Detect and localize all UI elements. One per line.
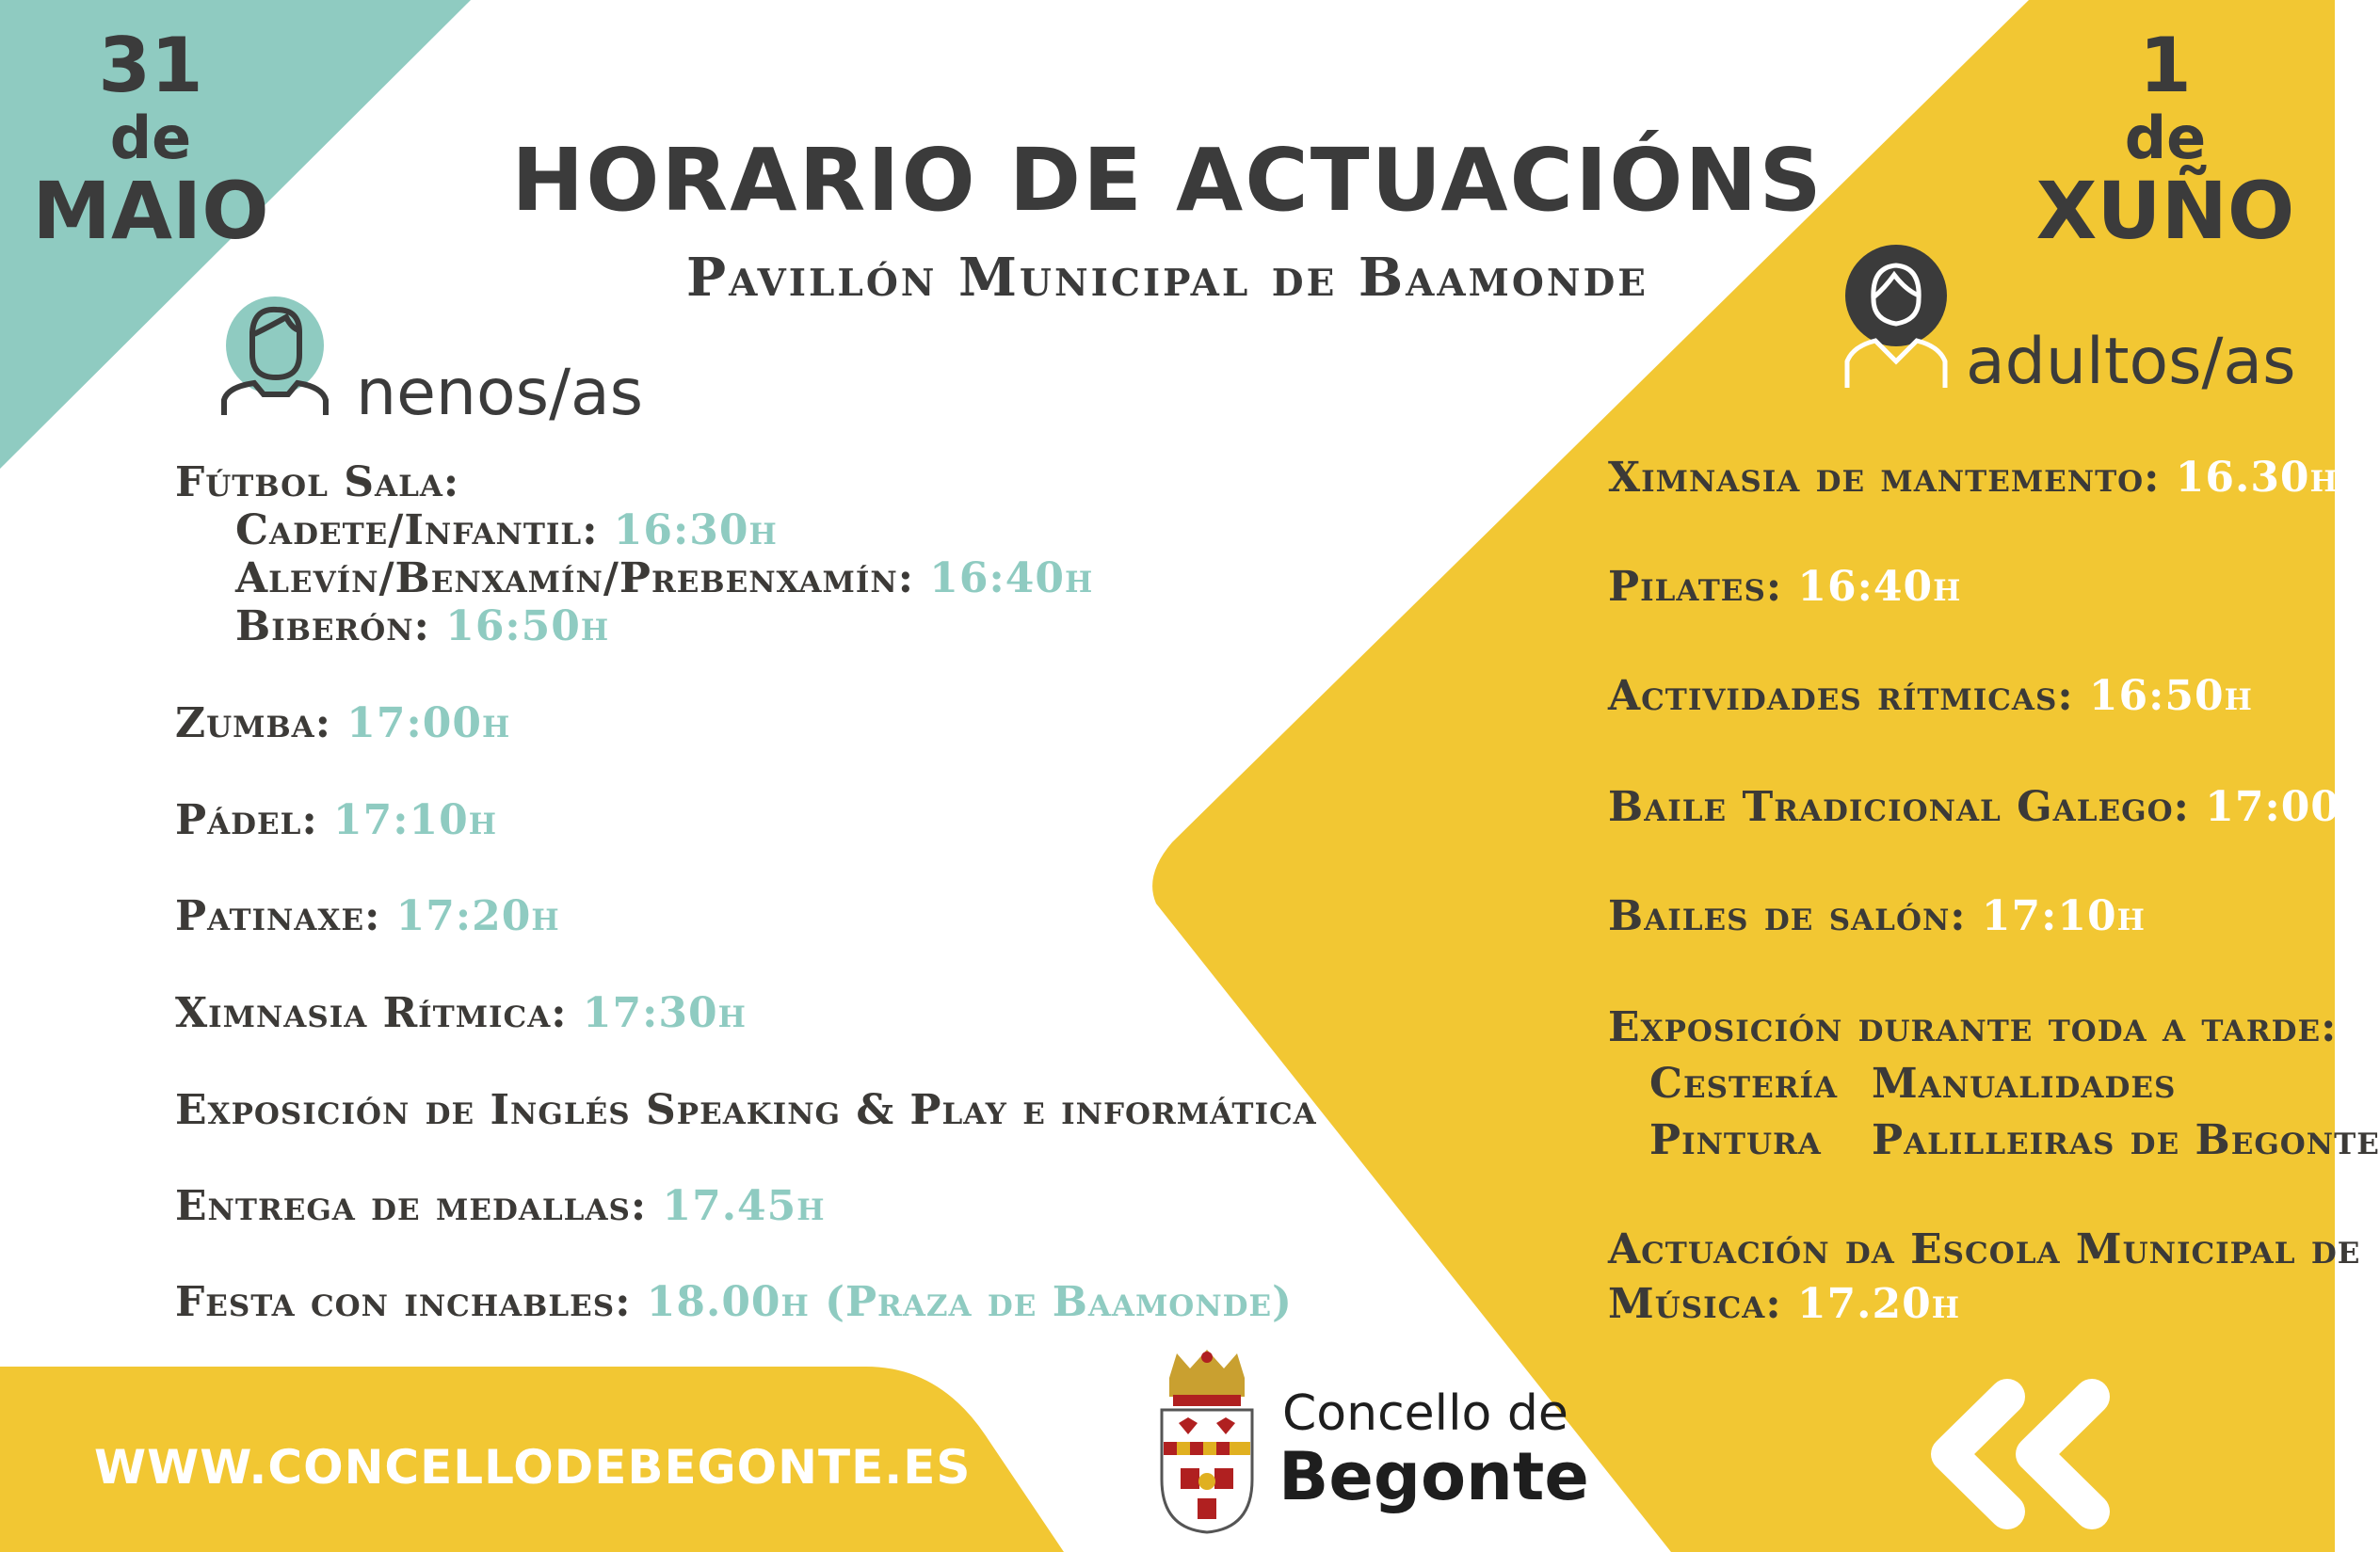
coat-of-arms-icon [1150, 1348, 1263, 1536]
page-subtitle: Pavillón Municipal de Baamonde [685, 247, 1649, 309]
item-time: 17:00h [346, 699, 511, 747]
item-time: 17:20h [395, 892, 560, 940]
schedule-item [1608, 454, 2339, 502]
item-time: 18.00h (Praza de Baamonde) [646, 1278, 1293, 1326]
item-name: Zumba: [175, 699, 331, 747]
schedule-item [1608, 1280, 1960, 1328]
schedule-item [175, 1182, 826, 1230]
brand-line-2: Begonte [1278, 1438, 1589, 1515]
item-name: Ximnasia Rítmica: [175, 989, 568, 1037]
item-name: Cadete/Infantil: [235, 506, 599, 554]
schedule-item [175, 458, 459, 506]
item-name: Ximnasia de mantemento: [1608, 454, 2161, 502]
item-time: 16:50h [2088, 672, 2253, 720]
schedule-item [1608, 1003, 2337, 1051]
item-name: Bailes de salón: [1608, 892, 1967, 940]
schedule-item [175, 699, 510, 747]
schedule-item [1608, 892, 2146, 940]
schedule-item [175, 892, 560, 940]
item-name: Baile Tradicional Galego: [1608, 783, 2190, 831]
schedule-item [175, 989, 747, 1037]
boy-icon [217, 296, 330, 419]
date-de: de [2124, 104, 2207, 172]
item-time: 16.30h [2175, 454, 2339, 502]
item-time: 17.45h [662, 1182, 826, 1230]
schedule-item [1608, 1225, 2360, 1273]
item-time: 17:10h [1981, 892, 2146, 940]
item-time: 16:50h [445, 602, 610, 650]
exhibit-item: Cestería [1649, 1060, 1839, 1108]
adults-label: adultos/as [1966, 325, 2296, 399]
brand-line-1: Concello de [1282, 1385, 1568, 1442]
double-chevron-left-icon [1921, 1384, 2118, 1525]
schedule-item [175, 1086, 1317, 1134]
kids-label: nenos/as [356, 356, 644, 430]
item-name: Exposición de Inglés Speaking & Play e informática [175, 1086, 1317, 1134]
schedule-item [175, 1278, 1293, 1326]
website-link[interactable]: WWW.CONCELLODEBEGONTE.ES [94, 1440, 972, 1495]
item-time: 16:40h [1797, 563, 1962, 611]
item-name: Pádel: [175, 796, 318, 844]
date-day: 1 [2139, 22, 2192, 109]
item-name: Festa con inchables: [175, 1278, 632, 1326]
page-title: HORARIO DE ACTUACIÓNS [511, 130, 1824, 231]
item-name: Alevín/Benxamín/Prebenxamín: [235, 554, 914, 602]
date-month: MAIO [32, 165, 269, 257]
schedule-item [1608, 563, 1961, 611]
item-name: Entrega de medallas: [175, 1182, 648, 1230]
item-name: Fútbol Sala: [175, 458, 460, 506]
date-de: de [109, 104, 192, 172]
item-time: 17:30h [582, 989, 747, 1037]
schedule-item [1608, 672, 2253, 720]
item-name: Pilates: [1608, 563, 1783, 611]
item-name: Biberón: [235, 602, 430, 650]
item-name: Actuación da Escola Municipal de [1608, 1225, 2361, 1273]
date-day: 31 [98, 22, 203, 109]
schedule-item [1608, 783, 2369, 831]
date-month: XUÑO [2035, 165, 2295, 257]
schedule-item [235, 602, 609, 650]
exhibit-item: Palilleiras de Begonte [1872, 1116, 2380, 1164]
exhibit-item: Manualidades [1872, 1060, 2177, 1108]
item-name: Música: [1608, 1280, 1782, 1328]
item-time: 17:00h [2205, 783, 2370, 831]
exhibit-item: Pintura [1649, 1116, 1822, 1164]
item-time: 17:10h [333, 796, 498, 844]
item-time: 17.20h [1796, 1280, 1961, 1328]
schedule-item [235, 554, 1093, 602]
item-name: Actividades rítmicas: [1608, 672, 2074, 720]
item-name: Exposición durante toda a tarde: [1608, 1003, 2338, 1051]
item-time: 16:40h [929, 554, 1094, 602]
schedule-item [235, 506, 778, 554]
item-time: 16:30h [613, 506, 778, 554]
schedule-item [175, 796, 497, 844]
item-name: Patinaxe: [175, 892, 381, 940]
woman-icon [1843, 243, 1949, 393]
